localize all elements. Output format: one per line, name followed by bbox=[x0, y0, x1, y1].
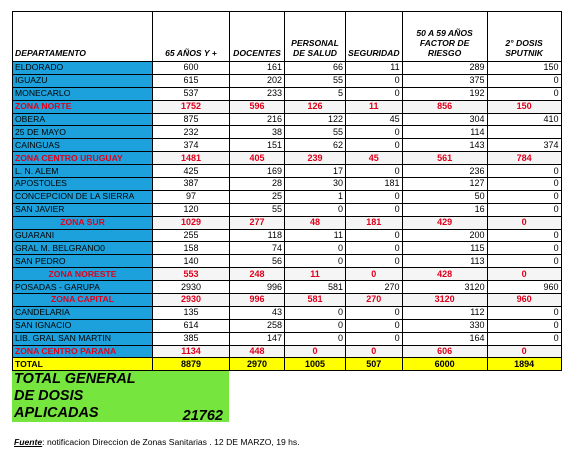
cell-value: 248 bbox=[230, 268, 285, 281]
cell-value: 405 bbox=[230, 152, 285, 165]
row-label: CAINGUAS bbox=[13, 139, 153, 152]
cell-value: 0 bbox=[346, 345, 403, 358]
cell-value: 0 bbox=[346, 255, 403, 268]
cell-value: 43 bbox=[230, 306, 285, 319]
row-label: SAN JAVIER bbox=[13, 203, 153, 216]
department-row bbox=[13, 178, 562, 191]
row-label: CONCEPCION DE LA SIERRA bbox=[13, 190, 153, 203]
cell-value: 147 bbox=[230, 332, 285, 345]
cell-value: 429 bbox=[402, 216, 487, 229]
cell-value: 784 bbox=[487, 152, 561, 165]
row-label: L. N. ALEM bbox=[13, 165, 153, 178]
row-label: MONECARLO bbox=[13, 87, 153, 100]
cell-value: 289 bbox=[402, 62, 487, 75]
cell-value: 1 bbox=[285, 190, 346, 203]
header-65-years: 65 AÑOS Y + bbox=[153, 12, 230, 62]
cell-value: 258 bbox=[230, 319, 285, 332]
cell-value: 553 bbox=[153, 268, 230, 281]
cell-value: 385 bbox=[153, 332, 230, 345]
cell-value: 114 bbox=[402, 126, 487, 139]
cell-value: 581 bbox=[285, 281, 346, 294]
cell-value: 118 bbox=[230, 229, 285, 242]
row-label: ZONA SUR bbox=[13, 216, 153, 229]
cell-value: 56 bbox=[230, 255, 285, 268]
cell-value: 216 bbox=[230, 113, 285, 126]
cell-value: 11 bbox=[285, 268, 346, 281]
row-label: LIB. GRAL SAN MARTIN bbox=[13, 332, 153, 345]
cell-value: 410 bbox=[487, 113, 561, 126]
cell-value: 140 bbox=[153, 255, 230, 268]
cell-value: 0 bbox=[487, 87, 561, 100]
header-personal-salud: PERSONAL DE SALUD bbox=[285, 12, 346, 62]
cell-value: 120 bbox=[153, 203, 230, 216]
department-row bbox=[13, 242, 562, 255]
cell-value bbox=[487, 126, 561, 139]
cell-value: 1481 bbox=[153, 152, 230, 165]
cell-value: 0 bbox=[346, 242, 403, 255]
cell-value: 16 bbox=[402, 203, 487, 216]
cell-value: 606 bbox=[402, 345, 487, 358]
department-row bbox=[13, 203, 562, 216]
cell-value: 270 bbox=[346, 294, 403, 307]
cell-value: 2970 bbox=[230, 358, 285, 371]
cell-value: 0 bbox=[487, 165, 561, 178]
cell-value: 122 bbox=[285, 113, 346, 126]
row-label: ZONA CENTRO PARANA bbox=[13, 345, 153, 358]
cell-value: 0 bbox=[487, 74, 561, 87]
cell-value: 55 bbox=[285, 74, 346, 87]
cell-value: 200 bbox=[402, 229, 487, 242]
cell-value: 0 bbox=[346, 203, 403, 216]
cell-value: 115 bbox=[402, 242, 487, 255]
cell-value: 97 bbox=[153, 190, 230, 203]
header-docentes: DOCENTES bbox=[230, 12, 285, 62]
cell-value: 66 bbox=[285, 62, 346, 75]
cell-value: 38 bbox=[230, 126, 285, 139]
cell-value: 62 bbox=[285, 139, 346, 152]
cell-value: 55 bbox=[230, 203, 285, 216]
row-label: GUARANI bbox=[13, 229, 153, 242]
cell-value: 375 bbox=[402, 74, 487, 87]
grand-total-label: TOTAL GENERAL DE DOSIS APLICADAS bbox=[12, 371, 152, 422]
total-row bbox=[13, 358, 562, 371]
cell-value: 6000 bbox=[402, 358, 487, 371]
source-label: Fuente bbox=[14, 437, 43, 447]
cell-value: 232 bbox=[153, 126, 230, 139]
header-second-dose: 2° DOSIS SPUTNIK bbox=[487, 12, 561, 62]
cell-value: 0 bbox=[487, 319, 561, 332]
department-row bbox=[13, 190, 562, 203]
row-label: SAN IGNACIO bbox=[13, 319, 153, 332]
cell-value: 304 bbox=[402, 113, 487, 126]
cell-value: 428 bbox=[402, 268, 487, 281]
cell-value: 151 bbox=[230, 139, 285, 152]
cell-value: 561 bbox=[402, 152, 487, 165]
cell-value: 126 bbox=[285, 100, 346, 113]
cell-value: 8879 bbox=[153, 358, 230, 371]
cell-value: 192 bbox=[402, 87, 487, 100]
cell-value: 0 bbox=[346, 165, 403, 178]
cell-value: 158 bbox=[153, 242, 230, 255]
cell-value: 236 bbox=[402, 165, 487, 178]
cell-value: 425 bbox=[153, 165, 230, 178]
grand-total-row bbox=[12, 371, 229, 422]
row-label: ZONA NORTE bbox=[13, 100, 153, 113]
department-row bbox=[13, 87, 562, 100]
header-50-59-risk: 50 A 59 AÑOS FACTOR DE RIESGO bbox=[402, 12, 487, 62]
cell-value: 0 bbox=[346, 319, 403, 332]
cell-value: 0 bbox=[346, 332, 403, 345]
cell-value: 0 bbox=[487, 268, 561, 281]
cell-value: 1029 bbox=[153, 216, 230, 229]
cell-value: 374 bbox=[153, 139, 230, 152]
cell-value: 0 bbox=[285, 306, 346, 319]
cell-value: 0 bbox=[346, 190, 403, 203]
cell-value: 3120 bbox=[402, 294, 487, 307]
row-label: ELDORADO bbox=[13, 62, 153, 75]
cell-value: 330 bbox=[402, 319, 487, 332]
department-row bbox=[13, 113, 562, 126]
row-label: IGUAZU bbox=[13, 74, 153, 87]
cell-value: 1134 bbox=[153, 345, 230, 358]
cell-value: 48 bbox=[285, 216, 346, 229]
cell-value: 28 bbox=[230, 178, 285, 191]
department-row bbox=[13, 139, 562, 152]
cell-value: 0 bbox=[487, 345, 561, 358]
header-row bbox=[13, 12, 562, 62]
cell-value: 0 bbox=[285, 255, 346, 268]
cell-value: 164 bbox=[402, 332, 487, 345]
header-seguridad: SEGURIDAD bbox=[346, 12, 403, 62]
cell-value: 507 bbox=[346, 358, 403, 371]
cell-value: 0 bbox=[487, 242, 561, 255]
source-text: : notificacion Direccion de Zonas Sanitarias . 12 DE MARZO, 19 hs. bbox=[42, 437, 300, 447]
zone-row bbox=[13, 100, 562, 113]
zone-row bbox=[13, 294, 562, 307]
header-departamento: DEPARTAMENTO bbox=[13, 12, 153, 62]
row-label: 25 DE MAYO bbox=[13, 126, 153, 139]
cell-value: 113 bbox=[402, 255, 487, 268]
cell-value: 0 bbox=[346, 74, 403, 87]
row-label: ZONA NORESTE bbox=[13, 268, 153, 281]
grand-total-table bbox=[12, 371, 229, 422]
cell-value: 0 bbox=[346, 126, 403, 139]
cell-value: 17 bbox=[285, 165, 346, 178]
cell-value: 135 bbox=[153, 306, 230, 319]
zone-row bbox=[13, 152, 562, 165]
row-label: ZONA CENTRO URUGUAY bbox=[13, 152, 153, 165]
cell-value: 11 bbox=[285, 229, 346, 242]
zone-row bbox=[13, 345, 562, 358]
cell-value: 0 bbox=[487, 229, 561, 242]
cell-value: 0 bbox=[487, 332, 561, 345]
cell-value: 600 bbox=[153, 62, 230, 75]
cell-value: 150 bbox=[487, 100, 561, 113]
cell-value: 181 bbox=[346, 178, 403, 191]
row-label: GRAL M. BELGRANO0 bbox=[13, 242, 153, 255]
cell-value: 277 bbox=[230, 216, 285, 229]
cell-value: 127 bbox=[402, 178, 487, 191]
cell-value: 270 bbox=[346, 281, 403, 294]
cell-value: 0 bbox=[285, 319, 346, 332]
cell-value: 996 bbox=[230, 294, 285, 307]
cell-value: 169 bbox=[230, 165, 285, 178]
cell-value: 581 bbox=[285, 294, 346, 307]
department-row bbox=[13, 229, 562, 242]
cell-value: 50 bbox=[402, 190, 487, 203]
row-label: OBERA bbox=[13, 113, 153, 126]
cell-value: 181 bbox=[346, 216, 403, 229]
cell-value: 0 bbox=[346, 229, 403, 242]
cell-value: 856 bbox=[402, 100, 487, 113]
cell-value: 161 bbox=[230, 62, 285, 75]
cell-value: 233 bbox=[230, 87, 285, 100]
cell-value: 11 bbox=[346, 100, 403, 113]
department-row bbox=[13, 332, 562, 345]
row-label: CANDELARIA bbox=[13, 306, 153, 319]
cell-value: 448 bbox=[230, 345, 285, 358]
cell-value: 614 bbox=[153, 319, 230, 332]
cell-value: 0 bbox=[285, 345, 346, 358]
cell-value: 0 bbox=[285, 332, 346, 345]
cell-value: 0 bbox=[346, 87, 403, 100]
cell-value: 30 bbox=[285, 178, 346, 191]
cell-value: 1005 bbox=[285, 358, 346, 371]
zone-row bbox=[13, 216, 562, 229]
department-row bbox=[13, 74, 562, 87]
cell-value: 0 bbox=[346, 306, 403, 319]
cell-value: 1752 bbox=[153, 100, 230, 113]
cell-value: 45 bbox=[346, 113, 403, 126]
cell-value: 0 bbox=[487, 178, 561, 191]
cell-value: 0 bbox=[487, 306, 561, 319]
cell-value: 11 bbox=[346, 62, 403, 75]
cell-value: 0 bbox=[346, 268, 403, 281]
cell-value: 0 bbox=[487, 203, 561, 216]
cell-value: 0 bbox=[487, 190, 561, 203]
cell-value: 5 bbox=[285, 87, 346, 100]
cell-value: 55 bbox=[285, 126, 346, 139]
cell-value: 74 bbox=[230, 242, 285, 255]
cell-value: 0 bbox=[285, 203, 346, 216]
row-label: POSADAS - GARUPA bbox=[13, 281, 153, 294]
table-body bbox=[13, 12, 562, 371]
cell-value: 960 bbox=[487, 294, 561, 307]
cell-value: 537 bbox=[153, 87, 230, 100]
cell-value: 45 bbox=[346, 152, 403, 165]
cell-value: 3120 bbox=[402, 281, 487, 294]
department-row bbox=[13, 126, 562, 139]
cell-value: 202 bbox=[230, 74, 285, 87]
zone-row bbox=[13, 268, 562, 281]
department-row bbox=[13, 255, 562, 268]
cell-value: 875 bbox=[153, 113, 230, 126]
cell-value: 2930 bbox=[153, 294, 230, 307]
cell-value: 1894 bbox=[487, 358, 561, 371]
row-label: TOTAL bbox=[13, 358, 153, 371]
row-label: SAN PEDRO bbox=[13, 255, 153, 268]
cell-value: 387 bbox=[153, 178, 230, 191]
cell-value: 615 bbox=[153, 74, 230, 87]
cell-value: 112 bbox=[402, 306, 487, 319]
cell-value: 239 bbox=[285, 152, 346, 165]
cell-value: 25 bbox=[230, 190, 285, 203]
cell-value: 143 bbox=[402, 139, 487, 152]
cell-value: 374 bbox=[487, 139, 561, 152]
grand-total-value: 21762 bbox=[152, 371, 229, 422]
cell-value: 0 bbox=[346, 139, 403, 152]
cell-value: 996 bbox=[230, 281, 285, 294]
cell-value: 150 bbox=[487, 62, 561, 75]
department-row bbox=[13, 281, 562, 294]
cell-value: 255 bbox=[153, 229, 230, 242]
cell-value: 0 bbox=[487, 255, 561, 268]
department-row bbox=[13, 306, 562, 319]
department-row bbox=[13, 165, 562, 178]
source-note bbox=[14, 437, 300, 447]
vaccination-table bbox=[12, 11, 562, 371]
cell-value: 596 bbox=[230, 100, 285, 113]
cell-value: 2930 bbox=[153, 281, 230, 294]
department-row bbox=[13, 62, 562, 75]
department-row bbox=[13, 319, 562, 332]
row-label: ZONA CAPITAL bbox=[13, 294, 153, 307]
cell-value: 0 bbox=[285, 242, 346, 255]
row-label: APOSTOLES bbox=[13, 178, 153, 191]
vaccination-table-container bbox=[12, 11, 562, 422]
cell-value: 960 bbox=[487, 281, 561, 294]
cell-value: 0 bbox=[487, 216, 561, 229]
